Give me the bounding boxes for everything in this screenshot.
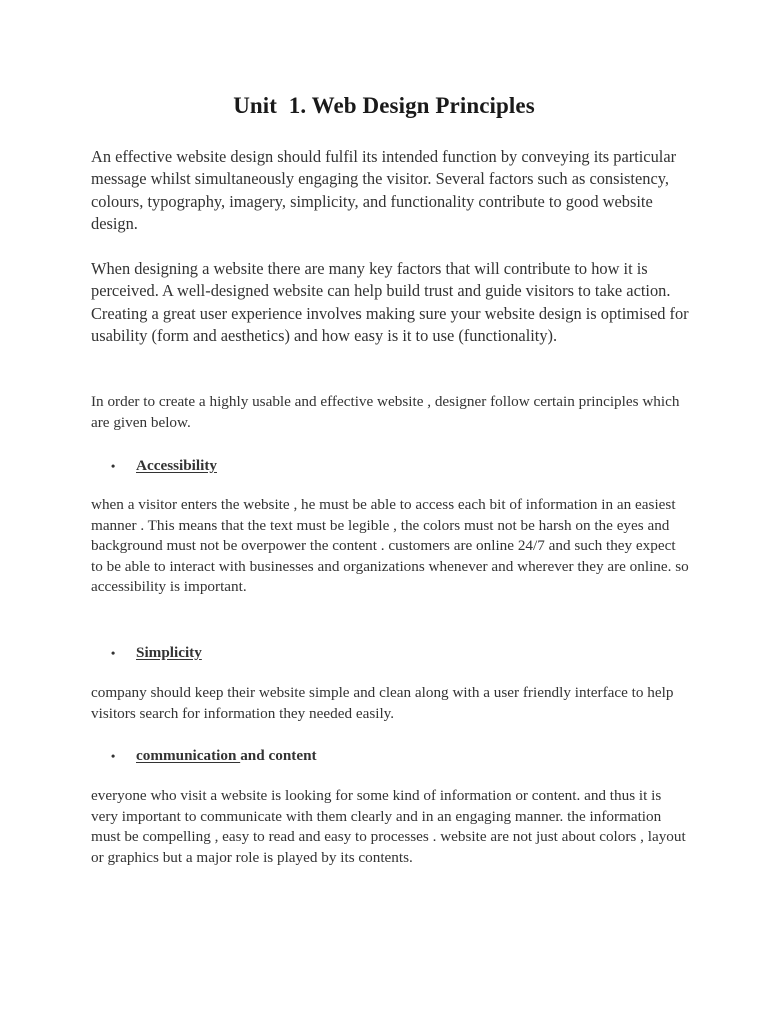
intro-paragraph-1: An effective website design should fulfil its intended function by conveying its particular message whilst simultaneously engaging the visitor. Several factors such as consistency, colours, typography, imagery, simplicity, and functionality contribute to good website design. <box>91 147 677 233</box>
section-body-accessibility: when a visitor enters the website , he must be able to access each bit of information in an easiest manner . This means that the text must be legible , the colors must not be harsh on the eyes and background must not be overpower the content . customers are online 24/7 and such they expect to be able to interact with businesses and organizations whenever and wherever they are online. so accessibility is important. <box>91 496 689 596</box>
section-heading-rest: and content <box>240 747 317 764</box>
page-title: Unit 1. Web Design Principles <box>233 93 535 118</box>
section-body-communication: everyone who visit a website is looking for some kind of information or content. and thus it is very important to communicate with them clearly and in an engaging manner. the information must be compelling , easy to read and easy to processes . website are not just about colors , layout or graphics but a major role is played by its contents. <box>91 787 686 866</box>
bullet-icon: • <box>111 646 116 660</box>
section-heading-communication <box>111 747 317 765</box>
intro-paragraph-3: In order to create a highly usable and effective website , designer follow certain principles which are given below. <box>91 393 680 431</box>
bullet-icon: • <box>111 459 116 473</box>
bullet-icon: • <box>111 749 116 763</box>
section-heading-accessibility <box>111 457 217 475</box>
section-heading-simplicity <box>111 644 202 662</box>
section-heading-underlined: Accessibility <box>136 457 217 474</box>
intro-paragraph-2: When designing a website there are many key factors that will contribute to how it is perceived. A well-designed website can help build trust and guide visitors to take action. Creating a great user experience involves making sure your website design is optimised for usability (form and aesthetics) and how easy is it to use (functionality). <box>91 259 689 345</box>
section-heading-underlined: Simplicity <box>136 644 202 661</box>
section-heading-underlined: communication <box>136 747 241 764</box>
section-body-simplicity: company should keep their website simple and clean along with a user friendly interface to help visitors search for information they needed easily. <box>91 684 674 722</box>
